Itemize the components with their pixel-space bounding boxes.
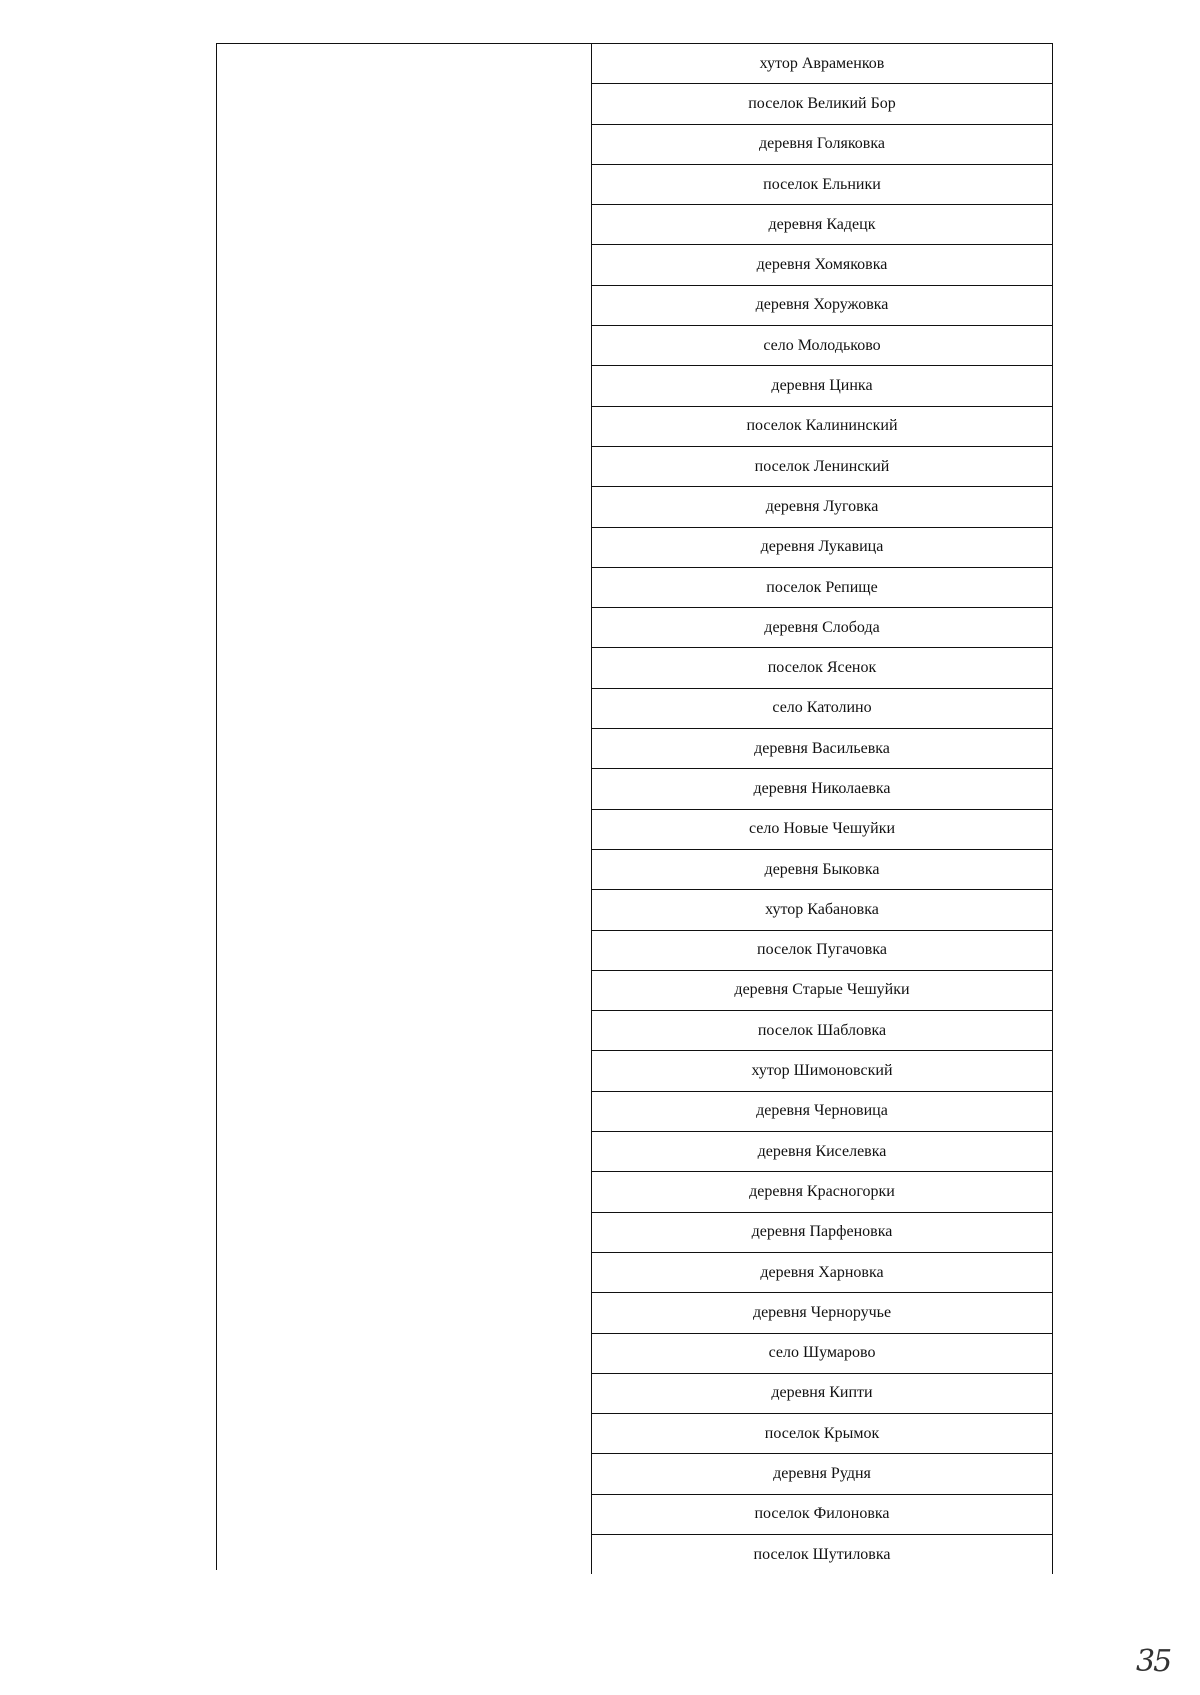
settlement-name: поселок Филоновка [754, 1505, 890, 1523]
settlement-name: поселок Ленинский [754, 457, 890, 475]
settlement-name: село Католино [772, 699, 872, 717]
settlement-name: хутор Шимоновский [751, 1062, 893, 1080]
table-row [592, 688, 1052, 728]
table-row [592, 204, 1052, 244]
settlement-name: деревня Луговка [765, 497, 879, 515]
table-row [592, 1453, 1052, 1493]
settlement-name: деревня Хоружовка [755, 296, 889, 314]
settlement-list-column [591, 43, 1053, 1574]
table-row [592, 244, 1052, 284]
settlement-name: деревня Парфеновка [751, 1223, 893, 1241]
table-row [592, 1171, 1052, 1211]
settlement-name: хутор Кабановка [765, 900, 879, 918]
table-row [592, 930, 1052, 970]
table-row [592, 325, 1052, 365]
page-number: 35 [1136, 1644, 1171, 1679]
settlement-name: деревня Васильевка [754, 739, 890, 757]
table-row [592, 486, 1052, 526]
settlement-name: поселок Калининский [746, 417, 898, 435]
table-row [592, 1413, 1052, 1453]
settlement-name: хутор Авраменков [759, 54, 885, 72]
table-row [592, 728, 1052, 768]
table-row [592, 768, 1052, 808]
settlement-name: деревня Черноручье [752, 1303, 892, 1321]
table-row [592, 1373, 1052, 1413]
table-row [592, 647, 1052, 687]
table-row [592, 83, 1052, 123]
table-row [592, 1333, 1052, 1373]
settlement-name: поселок Шутиловка [753, 1545, 891, 1563]
settlement-name: село Шумарово [768, 1344, 876, 1362]
settlement-name: деревня Лукавица [760, 538, 884, 556]
table-row [592, 164, 1052, 204]
table-row [592, 43, 1052, 83]
table-row [592, 365, 1052, 405]
table-row [592, 1534, 1052, 1574]
table-row [592, 446, 1052, 486]
settlement-name: деревня Быковка [764, 860, 880, 878]
settlements-table [216, 43, 1053, 1570]
settlement-name: деревня Кипти [771, 1384, 873, 1402]
settlement-name: поселок Ясенок [767, 659, 877, 677]
empty-left-column [216, 43, 591, 1570]
settlement-name: поселок Ельники [763, 175, 881, 193]
settlement-name: деревня Цинка [771, 377, 873, 395]
table-row [592, 527, 1052, 567]
table-row [592, 285, 1052, 325]
settlement-name: поселок Крымок [764, 1424, 880, 1442]
table-row [592, 1212, 1052, 1252]
table-row [592, 607, 1052, 647]
table-row [592, 1131, 1052, 1171]
settlement-name: поселок Репище [766, 578, 878, 596]
settlement-name: деревня Харновка [760, 1263, 884, 1281]
settlement-name: деревня Слобода [764, 618, 880, 636]
table-row [592, 406, 1052, 446]
table-row [592, 849, 1052, 889]
table-row [592, 567, 1052, 607]
table-row [592, 1252, 1052, 1292]
settlement-name: село Молодьково [763, 336, 881, 354]
table-row [592, 1050, 1052, 1090]
table-row [592, 1494, 1052, 1534]
settlement-name: деревня Хомяковка [756, 256, 888, 274]
table-row [592, 809, 1052, 849]
table-row [592, 970, 1052, 1010]
settlement-name: поселок Шабловка [757, 1021, 887, 1039]
settlement-name: деревня Старые Чешуйки [734, 981, 910, 999]
settlement-name: деревня Голяковка [759, 135, 885, 153]
settlement-name: деревня Рудня [773, 1465, 871, 1483]
table-row [592, 1010, 1052, 1050]
settlement-name: деревня Николаевка [753, 779, 891, 797]
settlement-name: деревня Киселевка [757, 1142, 887, 1160]
settlement-name: деревня Черновица [756, 1102, 888, 1120]
settlement-name: деревня Красногорки [749, 1182, 895, 1200]
table-row [592, 1292, 1052, 1332]
settlement-name: поселок Великий Бор [748, 94, 896, 112]
table-row [592, 889, 1052, 929]
settlement-name: поселок Пугачовка [757, 941, 887, 959]
settlement-name: деревня Кадецк [768, 215, 876, 233]
table-row [592, 124, 1052, 164]
table-row [592, 1091, 1052, 1131]
settlement-name: село Новые Чешуйки [748, 820, 896, 838]
